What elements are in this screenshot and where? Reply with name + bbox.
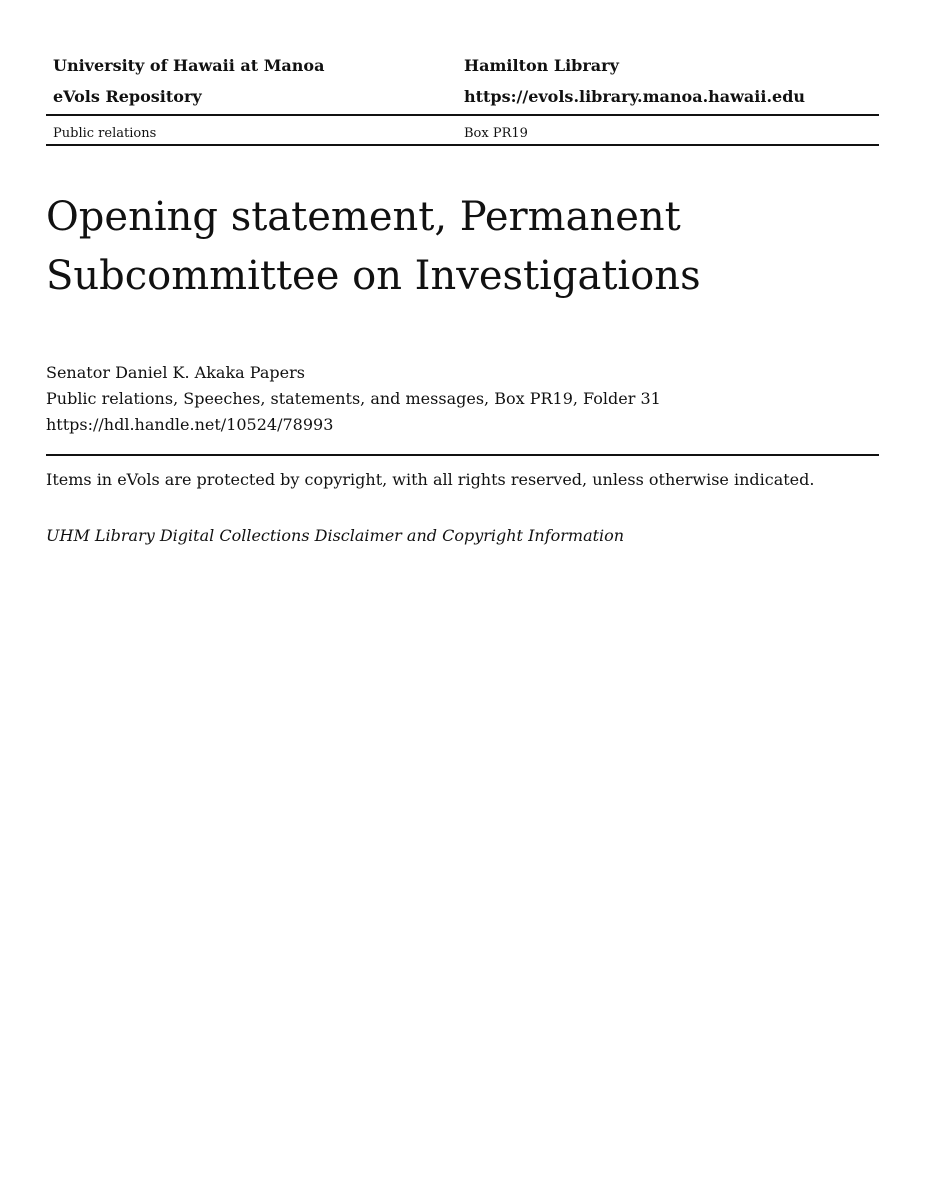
title-line-2: Subcommittee on Investigations xyxy=(46,253,701,299)
header-row-2 xyxy=(46,83,879,114)
header-divider-bottom xyxy=(46,144,879,146)
handle-link[interactable]: https://hdl.handle.net/10524/78993 xyxy=(46,415,334,434)
header-table xyxy=(46,52,879,146)
box-label: Box PR19 xyxy=(464,126,528,141)
title-line-1: Opening statement, Permanent xyxy=(46,194,681,240)
repository-name: eVols Repository xyxy=(53,87,202,106)
disclaimer-link[interactable]: UHM Library Digital Collections Disclaimer and Copyright Information xyxy=(46,526,625,545)
library-name: Hamilton Library xyxy=(464,56,619,75)
header-row-3 xyxy=(46,116,879,144)
repository-url-link[interactable]: https://evols.library.manoa.hawaii.edu xyxy=(464,87,806,106)
folder-location: Public relations, Speeches, statements, and messages, Box PR19, Folder 31 xyxy=(46,389,661,408)
section-divider xyxy=(46,454,879,456)
institution-name: University of Hawaii at Manoa xyxy=(53,56,325,75)
document-metadata xyxy=(46,360,879,438)
document-title xyxy=(46,188,879,306)
header-row-1 xyxy=(46,52,879,83)
rights-statement: Items in eVols are protected by copyright, with all rights reserved, unless otherwise indicated. xyxy=(46,470,815,489)
collection-name: Senator Daniel K. Akaka Papers xyxy=(46,363,305,382)
collection-series: Public relations xyxy=(53,126,157,141)
